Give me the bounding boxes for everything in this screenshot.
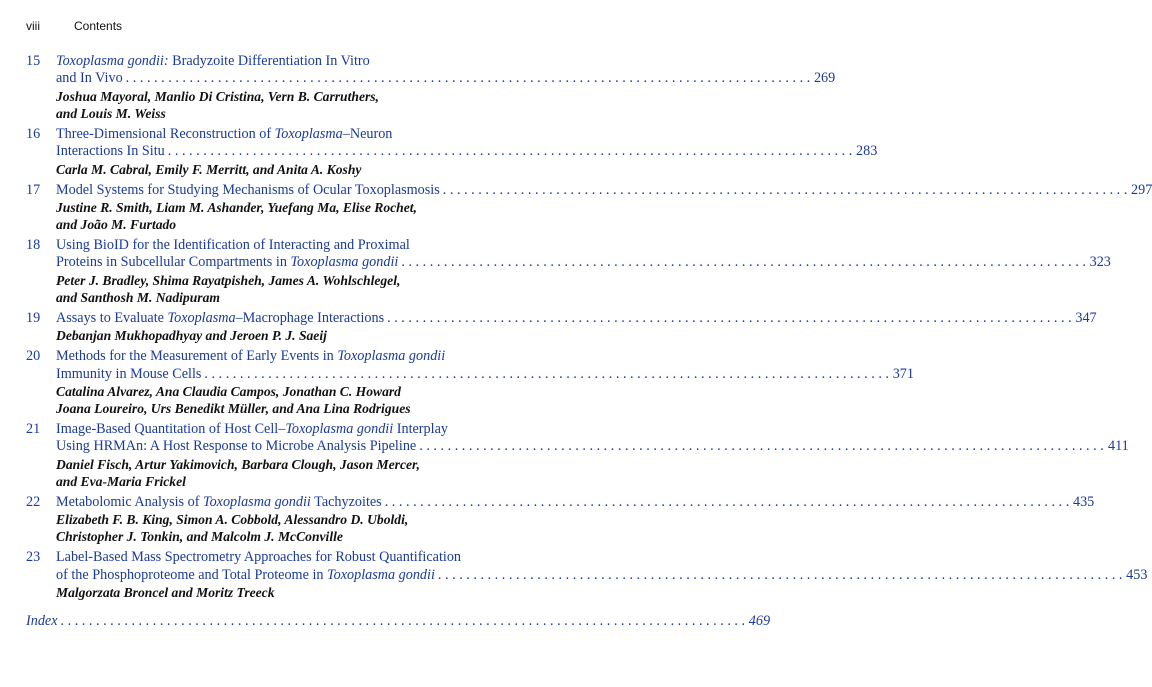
toc-entry[interactable] — [26, 421, 1129, 490]
chapter-title-text[interactable] — [56, 310, 384, 327]
chapter-title-segment[interactable]: Assays to Evaluate — [56, 309, 168, 326]
toc-entry[interactable] — [26, 549, 1148, 601]
chapter-title-italic[interactable]: Toxoplasma gondii — [290, 254, 399, 271]
chapter-authors: Joana Loureiro, Urs Benedikt Müller, and Ana Lina Rodrigues — [56, 401, 411, 417]
chapter-title-line[interactable] — [56, 438, 1129, 455]
index-page-number[interactable]: 469 — [748, 613, 771, 629]
toc-entry-title-row[interactable] — [26, 53, 836, 88]
chapter-title[interactable] — [56, 182, 1152, 199]
chapter-title-segment[interactable]: of the Phosphoproteome and Total Proteome in — [56, 566, 328, 583]
chapter-page-number[interactable]: 283 — [856, 143, 878, 160]
chapter-title-line[interactable] — [56, 254, 1111, 271]
dot-leader — [385, 494, 1070, 511]
chapter-title-text[interactable] — [56, 182, 440, 199]
chapter-title-text[interactable] — [56, 421, 448, 438]
chapter-page-number[interactable]: 347 — [1075, 309, 1097, 326]
chapter-title-segment[interactable]: –Macrophage Interactions — [235, 309, 385, 326]
chapter-authors: Joshua Mayoral, Manlio Di Cristina, Vern B. Carruthers, — [56, 88, 379, 104]
dot-leader — [443, 182, 1128, 199]
chapter-title-line[interactable] — [56, 494, 1094, 511]
chapter-title-text[interactable] — [56, 348, 445, 365]
chapter-number[interactable]: 19 — [26, 309, 41, 326]
chapter-title-line[interactable] — [56, 182, 1152, 199]
chapter-title-segment[interactable]: –Neuron — [342, 125, 393, 142]
toc-entry[interactable] — [26, 125, 878, 178]
chapter-title-italic[interactable]: Toxoplasma gondii — [285, 421, 394, 438]
dot-leader — [419, 438, 1104, 455]
chapter-authors: and Louis M. Weiss — [56, 105, 166, 121]
chapter-authors: and João M. Furtado — [56, 217, 177, 233]
chapter-title-segment[interactable]: and In Vivo — [56, 70, 123, 87]
chapter-title[interactable] — [56, 237, 1111, 272]
chapter-title-italic[interactable]: Toxoplasma gondii — [337, 348, 446, 365]
chapter-number[interactable]: 18 — [26, 237, 41, 254]
chapter-title-line[interactable] — [56, 348, 914, 365]
chapter-page-number[interactable]: 297 — [1131, 181, 1152, 198]
chapter-number[interactable]: 16 — [26, 125, 41, 142]
chapter-title-segment[interactable]: Interplay — [393, 421, 448, 438]
chapter-authors: and Eva-Maria Frickel — [56, 473, 186, 489]
chapter-authors: Carla M. Cabral, Emily F. Merritt, and Anita A. Koshy — [56, 161, 362, 177]
chapter-authors: Justine R. Smith, Liam M. Ashander, Yuefang Ma, Elise Rochet, — [56, 200, 417, 216]
running-title: Contents — [74, 19, 123, 33]
toc-entry[interactable] — [26, 53, 836, 122]
chapter-authors: Christopher J. Tonkin, and Malcolm J. McConville — [56, 529, 343, 545]
chapter-title-line[interactable] — [56, 143, 877, 160]
chapter-title-segment[interactable]: Three-Dimensional Reconstruction of — [56, 125, 275, 142]
chapter-authors: Peter J. Bradley, Shima Rayatpisheh, James A. Wohlschlegel, — [56, 272, 401, 288]
chapter-title-text[interactable] — [56, 254, 398, 271]
dot-leader — [401, 254, 1086, 271]
chapter-title-text[interactable] — [56, 549, 461, 566]
toc-entry-title-row[interactable] — [26, 421, 1129, 456]
chapter-title-text[interactable] — [56, 53, 370, 70]
toc-entry[interactable] — [26, 181, 1152, 233]
chapter-title-text[interactable] — [56, 438, 416, 455]
chapter-title-italic[interactable]: Toxoplasma — [167, 309, 236, 326]
dot-leader — [387, 310, 1072, 327]
chapter-title[interactable] — [56, 494, 1094, 511]
chapter-title-line[interactable] — [56, 421, 1129, 438]
chapter-title-italic[interactable]: Toxoplasma gondii — [327, 566, 435, 583]
chapter-authors: Malgorzata Broncel and Moritz Treeck — [56, 585, 275, 601]
dot-leader — [168, 143, 853, 160]
chapter-title[interactable] — [56, 421, 1129, 456]
chapter-title-line[interactable] — [56, 549, 1147, 566]
chapter-title-line[interactable] — [56, 53, 835, 70]
chapter-title[interactable] — [56, 348, 914, 383]
chapter-authors: Elizabeth F. B. King, Simon A. Cobbold, Alessandro D. Uboldi, — [56, 512, 409, 528]
chapter-title-line[interactable] — [56, 310, 1097, 327]
chapter-title-line[interactable] — [56, 70, 835, 87]
chapter-authors: Debanjan Mukhopadhyay and Jeroen P. J. Saeij — [56, 328, 327, 344]
chapter-title[interactable] — [56, 549, 1147, 584]
page-folio: viii — [26, 19, 40, 33]
chapter-title-segment[interactable]: Image-Based Quantitation of Host Cell– — [56, 421, 286, 438]
chapter-title-segment[interactable]: Bradyzoite Differentiation In Vitro — [168, 53, 370, 69]
table-of-contents — [26, 53, 1152, 605]
chapter-title-segment[interactable]: Model Systems for Studying Mechanisms of Ocular Toxoplasmosis — [56, 181, 440, 198]
chapter-title-segment[interactable]: Tachyzoites — [310, 493, 382, 510]
dot-leader — [61, 613, 746, 630]
chapter-number[interactable]: 20 — [26, 348, 41, 365]
chapter-title-segment[interactable]: Using HRMAn: A Host Response to Microbe Analysis Pipeline — [56, 438, 417, 455]
chapter-title-segment[interactable]: Proteins in Subcellular Compartments in — [56, 254, 291, 271]
chapter-title[interactable] — [56, 126, 877, 161]
chapter-authors: Catalina Alvarez, Ana Claudia Campos, Jonathan C. Howard — [56, 384, 401, 400]
toc-entry[interactable] — [26, 309, 1097, 344]
toc-entry[interactable] — [26, 348, 914, 417]
toc-entry[interactable] — [26, 493, 1095, 545]
chapter-page-number[interactable]: 435 — [1072, 493, 1095, 510]
chapter-title-line[interactable] — [56, 567, 1147, 584]
chapter-title-italic[interactable]: Toxoplasma gondii — [202, 493, 311, 510]
toc-entry-title-row[interactable] — [26, 237, 1111, 272]
chapter-title[interactable] — [56, 53, 835, 88]
chapter-title-line[interactable] — [56, 366, 914, 383]
chapter-number[interactable]: 15 — [26, 53, 41, 69]
toc-entry-title-row[interactable] — [26, 309, 1097, 327]
chapter-title-line[interactable] — [56, 237, 1111, 254]
chapter-title-text[interactable] — [56, 70, 123, 87]
chapter-page-number[interactable]: 411 — [1108, 438, 1129, 455]
chapter-title[interactable] — [56, 310, 1097, 327]
toc-entry-title-row[interactable] — [26, 549, 1148, 584]
running-header — [26, 19, 122, 33]
chapter-number[interactable]: 22 — [26, 493, 41, 510]
chapter-title-text[interactable] — [56, 143, 165, 160]
index-label[interactable]: Index — [26, 613, 58, 629]
chapter-page-number[interactable]: 323 — [1089, 254, 1111, 271]
dot-leader — [438, 567, 1123, 584]
chapter-title-text[interactable] — [56, 366, 201, 383]
chapter-authors: Daniel Fisch, Artur Yakimovich, Barbara Clough, Jason Mercer, — [56, 456, 420, 472]
toc-entry-title-row[interactable] — [26, 348, 914, 383]
chapter-title-segment[interactable]: Immunity in Mouse Cells — [56, 365, 202, 382]
chapter-title-line[interactable] — [56, 126, 877, 143]
toc-entry[interactable] — [26, 237, 1111, 306]
toc-entry-title-row[interactable] — [26, 125, 878, 161]
dot-leader — [204, 366, 889, 383]
chapter-page-number[interactable]: 453 — [1126, 566, 1148, 583]
chapter-title-segment[interactable]: Metabolomic Analysis of — [56, 493, 203, 510]
toc-entry-index[interactable] — [26, 613, 771, 630]
dot-leader — [126, 70, 811, 87]
chapter-number[interactable]: 21 — [26, 421, 41, 438]
chapter-title-italic[interactable]: Toxoplasma — [274, 125, 343, 142]
chapter-title-text[interactable] — [56, 126, 392, 143]
chapter-title-segment[interactable]: Methods for the Measurement of Early Events in — [56, 348, 338, 365]
chapter-title-text[interactable] — [56, 494, 382, 511]
chapter-page-number[interactable]: 371 — [892, 365, 914, 382]
chapter-authors: and Santhosh M. Nadipuram — [56, 289, 220, 305]
chapter-title-text[interactable] — [56, 237, 410, 254]
toc-entry-title-row[interactable] — [26, 181, 1152, 199]
chapter-number[interactable]: 23 — [26, 549, 41, 566]
chapter-title-italic[interactable]: Toxoplasma gondii: — [56, 53, 169, 69]
chapter-title-segment[interactable]: Label-Based Mass Spectrometry Approaches for Robust Quantification — [56, 549, 462, 566]
chapter-page-number[interactable]: 269 — [813, 70, 836, 87]
chapter-title-segment[interactable]: Interactions In Situ — [56, 143, 165, 160]
toc-entry-title-row[interactable] — [26, 493, 1095, 511]
chapter-number[interactable]: 17 — [26, 181, 41, 198]
chapter-title-segment[interactable]: Using BioID for the Identification of Interacting and Proximal — [56, 237, 410, 254]
chapter-title-text[interactable] — [56, 567, 435, 584]
